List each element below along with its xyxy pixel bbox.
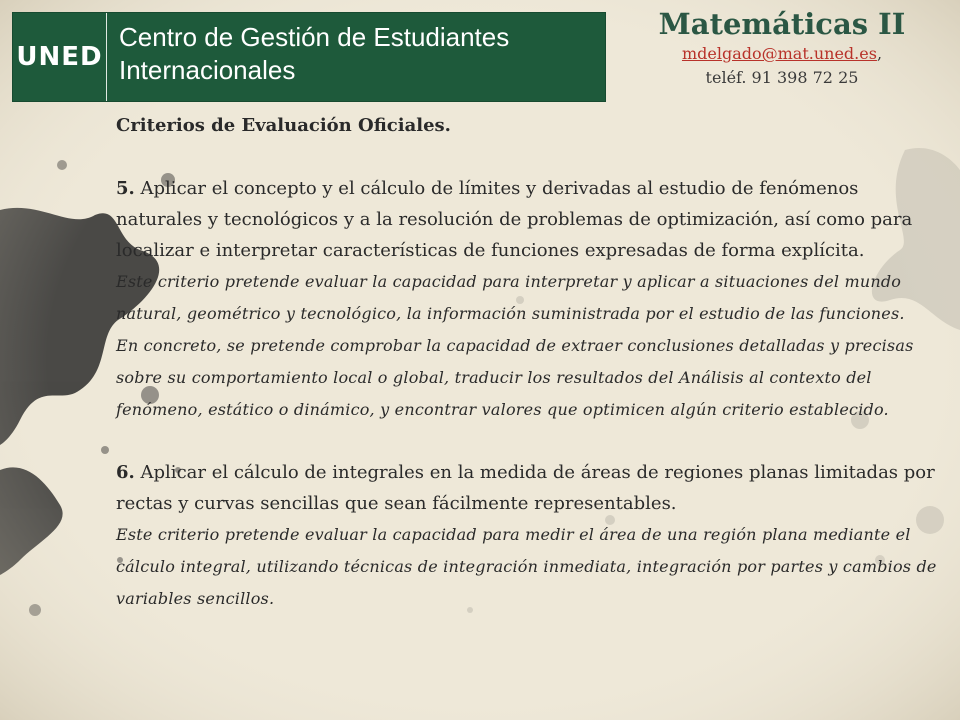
contact-email-line bbox=[612, 42, 952, 66]
email-suffix: , bbox=[876, 44, 883, 63]
criterion-note: Este criterio pretende evaluar la capacidad para interpretar y aplicar a situaciones del mundo natural, geométrico y tecnológico, la información suministrada por el estudio de las funciones. bbox=[116, 272, 905, 323]
course-title: Matemáticas II bbox=[658, 7, 906, 41]
header-banner bbox=[12, 12, 606, 102]
course-info bbox=[612, 6, 952, 90]
email-link[interactable]: mdelgado@mat.uned.es bbox=[681, 44, 877, 63]
center-name bbox=[119, 21, 599, 87]
criterion-number: 6. bbox=[116, 462, 135, 483]
criterion-note: En concreto, se pretende comprobar la capacidad de extraer conclusiones detalladas y precisas sobre su comportamiento local o global, traducir los resultados del Análisis al contexto del fenómeno, estático o dinámico, y encontrar valores que optimicen algún criterio establecido. bbox=[116, 336, 914, 419]
contact-phone: teléf. 91 398 72 25 bbox=[705, 68, 859, 87]
criterion-text: Aplicar el cálculo de integrales en la medida de áreas de regiones planas limitadas por rectas y curvas sencillas que sean fácilmente representables. bbox=[116, 462, 935, 514]
criterion-6 bbox=[116, 457, 946, 519]
center-name-line1: Centro de Gestión de Estudiantes bbox=[119, 22, 510, 52]
criteria-content bbox=[116, 112, 946, 615]
criterion-note: Este criterio pretende evaluar la capacidad para medir el área de una región plana mediante el cálculo integral, utilizando técnicas de integración inmediata, integración por partes y cambios de variables sencillos. bbox=[116, 525, 937, 608]
section-title: Criterios de Evaluación Oficiales. bbox=[116, 115, 451, 136]
logo-text: UNED bbox=[16, 42, 103, 72]
uned-logo bbox=[13, 13, 107, 101]
center-name-line2: Internacionales bbox=[119, 55, 296, 85]
criterion-text: Aplicar el concepto y el cálculo de límites y derivadas al estudio de fenómenos naturales y tecnológicos y a la resolución de problemas de optimización, así como para localizar e interpretar características de funciones expresadas de forma explícita. bbox=[116, 178, 913, 261]
criterion-number: 5. bbox=[116, 178, 135, 199]
criterion-5 bbox=[116, 173, 946, 266]
